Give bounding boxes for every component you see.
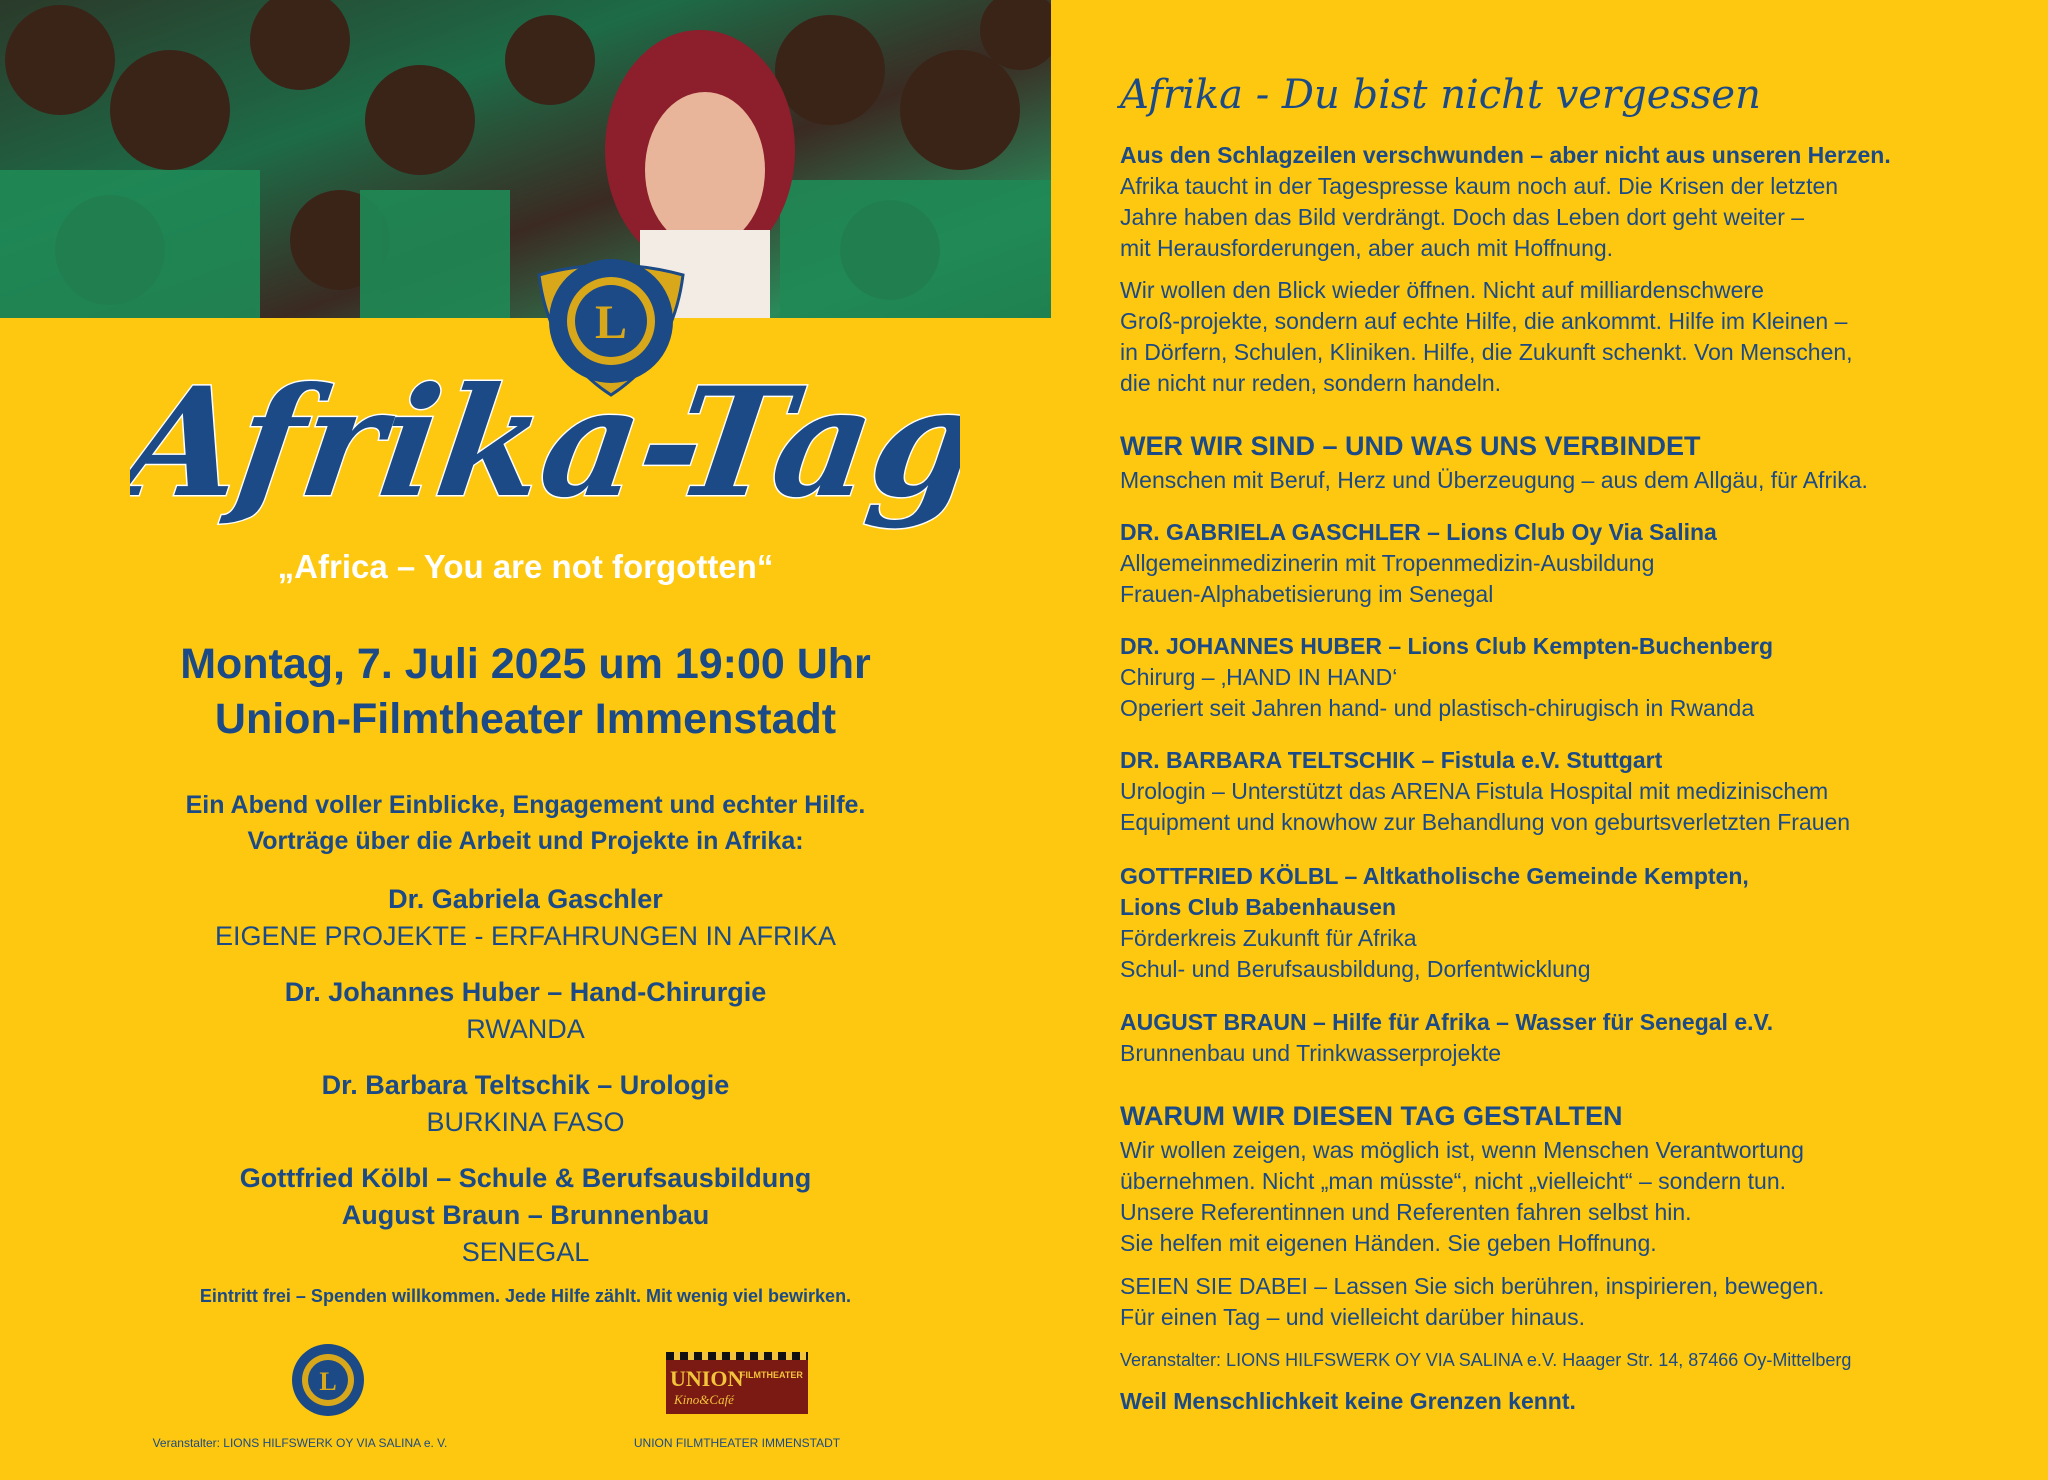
- speaker-name: Gottfried Kölbl – Schule & Berufsausbildung: [239, 1163, 812, 1193]
- section-heading-who: WER WIR SIND – UND WAS UNS VERBINDET: [1120, 431, 1701, 461]
- paragraph-line: Jahre haben das Bild verdrängt. Doch das Leben dort geht weiter –: [1120, 204, 1805, 230]
- section-line: Wir wollen zeigen, was möglich ist, wenn Menschen Verantwortung: [1120, 1137, 1804, 1163]
- section-text: Menschen mit Beruf, Herz und Überzeugung – aus dem Allgäu, für Afrika.: [1120, 467, 1868, 493]
- person-name-2: Lions Club Babenhausen: [1120, 894, 1397, 920]
- person-detail: Chirurg – ‚HAND IN HAND‘: [1120, 664, 1398, 690]
- organizer-address: Veranstalter: LIONS HILFSWERK OY VIA SALINA e.V. Haager Str. 14, 87466 Oy-Mittelberg: [1120, 1350, 1852, 1370]
- closing-line: SEIEN SIE DABEI – Lassen Sie sich berühren, inspirieren, bewegen.: [1120, 1273, 1825, 1299]
- speaker-topic: SENEGAL: [461, 1237, 590, 1267]
- paragraph-line: mit Herausforderungen, aber auch mit Hoffnung.: [1120, 235, 1614, 261]
- event-venue: Union-Filmtheater Immenstadt: [214, 695, 837, 743]
- paragraph-line: die nicht nur reden, sondern handeln.: [1120, 370, 1502, 396]
- lions-footer-logo: [288, 1340, 368, 1420]
- speaker-topic: RWANDA: [466, 1014, 585, 1044]
- event-date: Montag, 7. Juli 2025 um 19:00 Uhr: [180, 640, 871, 688]
- entry-note: Eintritt frei – Spenden willkommen. Jede Hilfe zählt. Mit wenig viel bewirken.: [199, 1286, 852, 1306]
- person-detail: Schul- und Berufsausbildung, Dorfentwicklung: [1120, 956, 1591, 982]
- section-line: übernehmen. Nicht „man müsste“, nicht „vielleicht“ – sondern tun.: [1120, 1168, 1787, 1194]
- lead-text: Aus den Schlagzeilen verschwunden – aber nicht aus unseren Herzen.: [1120, 142, 1891, 168]
- paragraph-line: Afrika taucht in der Tagespresse kaum noch auf. Die Krisen der letzten: [1120, 173, 1839, 199]
- intro-line-2: Vorträge über die Arbeit und Projekte in Afrika:: [247, 827, 804, 855]
- person-detail: Allgemeinmedizinerin mit Tropenmedizin-Ausbildung: [1120, 550, 1655, 576]
- paragraph-line: Groß-projekte, sondern auf echte Hilfe, die ankommt. Hilfe im Kleinen –: [1120, 308, 1848, 334]
- footer-venue-right: UNION FILMTHEATER IMMENSTADT: [633, 1436, 841, 1450]
- person-detail: Equipment und knowhow zur Behandlung von geburtsverletzten Frauen: [1120, 809, 1851, 835]
- person-detail: Frauen-Alphabetisierung im Senegal: [1120, 581, 1494, 607]
- person-name: DR. BARBARA TELTSCHIK – Fistula e.V. Stuttgart: [1120, 747, 1663, 773]
- person-name: AUGUST BRAUN – Hilfe für Afrika – Wasser für Senegal e.V.: [1120, 1009, 1774, 1035]
- event-title: [130, 345, 960, 535]
- intro-line-1: Ein Abend voller Einblicke, Engagement und echter Hilfe.: [185, 791, 866, 819]
- footer-organizer-left: Veranstalter: LIONS HILFSWERK OY VIA SALINA e. V.: [152, 1436, 448, 1450]
- person-detail: Urologin – Unterstützt das ARENA Fistula Hospital mit medizinischem: [1120, 778, 1829, 804]
- speaker-name: Dr. Johannes Huber – Hand-Chirurgie: [284, 977, 767, 1007]
- person-detail: Förderkreis Zukunft für Afrika: [1120, 925, 1417, 951]
- person-detail: Brunnenbau und Trinkwasserprojekte: [1120, 1040, 1502, 1066]
- speaker-topic: BURKINA FASO: [426, 1107, 625, 1137]
- speaker-name-2: August Braun – Brunnenbau: [341, 1200, 710, 1230]
- speaker-name: Dr. Gabriela Gaschler: [388, 884, 663, 914]
- paragraph-line: Wir wollen den Blick wieder öffnen. Nicht auf milliardenschwere: [1120, 277, 1764, 303]
- tagline: Weil Menschlichkeit keine Grenzen kennt.: [1120, 1388, 1576, 1414]
- event-subtitle: „Africa – You are not forgotten“: [277, 548, 774, 585]
- section-line: Sie helfen mit eigenen Händen. Sie geben Hoffnung.: [1120, 1230, 1657, 1256]
- person-detail: Operiert seit Jahren hand- und plastisch-chirugisch in Rwanda: [1120, 695, 1755, 721]
- event-title-text: Afrika-Tag: [130, 353, 960, 531]
- paragraph-line: in Dörfern, Schulen, Kliniken. Hilfe, die Zukunft schenkt. Von Menschen,: [1120, 339, 1853, 365]
- speaker-topic: EIGENE PROJEKTE - ERFAHRUNGEN IN AFRIKA: [214, 921, 837, 951]
- section-heading-why: WARUM WIR DIESEN TAG GESTALTEN: [1120, 1101, 1623, 1131]
- svg-text:L: L: [319, 1367, 337, 1396]
- lions-emblem-letter: L: [594, 296, 628, 349]
- person-name: GOTTFRIED KÖLBL – Altkatholische Gemeinde Kempten,: [1120, 863, 1749, 889]
- closing-line: Für einen Tag – und vielleicht darüber hinaus.: [1120, 1304, 1585, 1330]
- person-name: DR. JOHANNES HUBER – Lions Club Kempten-Buchenberg: [1120, 633, 1773, 659]
- right-title: Afrika - Du bist nicht vergessen: [1120, 72, 1761, 118]
- person-name: DR. GABRIELA GASCHLER – Lions Club Oy Via Salina: [1120, 519, 1717, 545]
- section-line: Unsere Referentinnen und Referenten fahren selbst hin.: [1120, 1199, 1692, 1225]
- speaker-name: Dr. Barbara Teltschik – Urologie: [321, 1070, 730, 1100]
- union-filmtheater-logo: UNION FILMTHEATER Kino&Café: [666, 1352, 808, 1414]
